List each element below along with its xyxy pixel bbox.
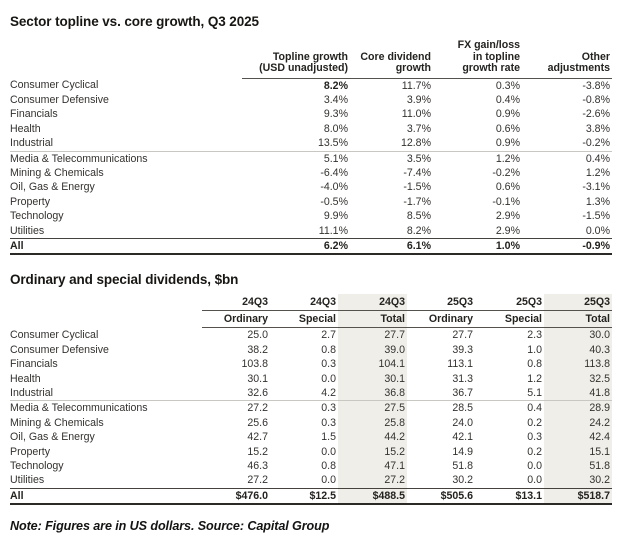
value-cell: 30.0 — [544, 328, 612, 343]
value-cell: 0.3 — [321, 358, 336, 371]
value-cell: 0.0% — [522, 224, 612, 239]
value-cell: 27.2 — [202, 473, 270, 488]
table1-title: Sector topline vs. core growth, Q3 2025 — [10, 14, 259, 29]
value-cell: -0.9% — [522, 238, 612, 254]
col-header-other-adjustments: Other adjustments — [522, 33, 612, 78]
value-cell: -1.5% — [403, 181, 431, 194]
value-cell: 8.2% — [323, 79, 348, 92]
sector-label: Media & Telecommunications — [10, 152, 148, 165]
value-cell: 1.2 — [527, 372, 542, 385]
value-cell: 0.0 — [270, 473, 338, 488]
value-cell: $518.7 — [544, 488, 612, 504]
value-cell: -1.5% — [582, 210, 610, 223]
table-row — [10, 459, 612, 473]
value-cell: -0.2% — [522, 136, 612, 151]
table-row — [10, 357, 612, 371]
value-cell: 36.8 — [338, 386, 407, 401]
table-row — [10, 473, 612, 488]
value-cell: 113.8 — [544, 357, 612, 371]
value-cell: 0.3 — [527, 431, 542, 444]
value-cell: 27.7 — [338, 328, 407, 343]
value-cell: 0.4% — [495, 93, 520, 106]
value-cell: 27.2 — [338, 473, 407, 488]
table-row — [10, 224, 612, 239]
table-row — [10, 195, 612, 209]
value-cell: 0.6% — [495, 181, 520, 194]
dividends-section — [10, 272, 622, 505]
table-row — [10, 445, 612, 459]
value-cell: 41.8 — [544, 386, 612, 401]
value-cell: 3.8% — [585, 122, 610, 135]
value-cell: 42.1 — [452, 431, 473, 444]
sector-label: Health — [10, 122, 41, 135]
value-cell: 0.0 — [321, 372, 336, 385]
value-cell: 6.1% — [350, 238, 433, 254]
value-cell: 9.3% — [323, 108, 348, 121]
table-row — [10, 122, 612, 136]
value-cell: 11.1% — [242, 224, 350, 239]
value-cell: 1.2% — [585, 166, 610, 179]
value-cell: 44.2 — [338, 430, 407, 444]
value-cell: 24.2 — [544, 416, 612, 430]
value-cell: 27.7 — [452, 329, 473, 342]
value-cell: 13.5% — [242, 136, 350, 151]
value-cell: -4.0% — [320, 181, 348, 194]
value-cell: 47.1 — [338, 459, 407, 473]
value-cell: 39.0 — [338, 343, 407, 357]
value-cell: 39.3 — [452, 343, 473, 356]
value-cell: 0.6% — [495, 122, 520, 135]
value-cell: 3.5% — [406, 152, 431, 165]
value-cell: $476.0 — [202, 488, 270, 504]
value-cell: 113.1 — [447, 358, 473, 371]
value-cell: 1.0 — [527, 343, 542, 356]
topline-growth-section — [10, 14, 622, 255]
value-cell: 8.5% — [406, 210, 431, 223]
value-cell: $505.6 — [407, 488, 475, 504]
value-cell: 0.0 — [321, 445, 336, 458]
value-cell: 8.2% — [350, 224, 433, 239]
table-row — [10, 372, 612, 386]
col-subheader-total: Total — [338, 311, 407, 328]
sector-label: Consumer Defensive — [10, 93, 109, 106]
value-cell: 30.2 — [544, 473, 612, 488]
value-cell: 3.4% — [323, 93, 348, 106]
value-cell: 1.5 — [321, 431, 336, 444]
value-cell: 0.3% — [495, 79, 520, 92]
sector-label: Consumer Cyclical — [10, 329, 99, 342]
value-cell: 15.1 — [544, 445, 612, 459]
sector-label: Utilities — [10, 473, 202, 488]
value-cell: 24.0 — [452, 416, 473, 429]
value-cell: 30.1 — [247, 372, 268, 385]
value-cell: 0.0 — [527, 460, 542, 473]
value-cell: $488.5 — [338, 488, 407, 504]
sector-label: All — [10, 238, 242, 254]
value-cell: 8.0% — [323, 122, 348, 135]
sector-label: Consumer Defensive — [10, 343, 109, 356]
value-cell: -3.8% — [582, 79, 610, 92]
value-cell: 3.9% — [406, 93, 431, 106]
col-header-topline-growth: Topline growth (USD unadjusted) — [242, 33, 350, 78]
value-cell: 36.7 — [407, 386, 475, 401]
sector-label: Financials — [10, 108, 58, 121]
value-cell: 28.5 — [452, 402, 473, 415]
value-cell: 1.0% — [433, 238, 522, 254]
col-header-24q3-ordinary: 24Q3 — [202, 294, 270, 311]
value-cell: 46.3 — [247, 460, 268, 473]
col-header-24q3-total: 24Q3 — [338, 294, 407, 311]
table-row — [10, 328, 612, 343]
value-cell: 2.9% — [495, 210, 520, 223]
value-cell: 27.2 — [247, 402, 268, 415]
sector-label: Oil, Gas & Energy — [10, 181, 95, 194]
table2-title: Ordinary and special dividends, $bn — [10, 272, 239, 288]
sector-label: Technology — [10, 460, 64, 473]
value-cell: -0.2% — [492, 166, 520, 179]
footnote: Note: Figures are in US dollars. Source: Capital Group — [10, 519, 330, 534]
value-cell: 0.9% — [433, 136, 522, 151]
table-row — [10, 343, 612, 357]
table-row — [10, 136, 612, 151]
value-cell: 28.9 — [544, 401, 612, 416]
sector-label: Mining & Chemicals — [10, 166, 104, 179]
table-row — [10, 430, 612, 444]
value-cell: -0.8% — [582, 93, 610, 106]
table-row — [10, 386, 612, 401]
sector-label: Property — [10, 195, 51, 208]
col-header-25q3-total: 25Q3 — [544, 294, 612, 311]
value-cell: 6.2% — [242, 238, 350, 254]
table-row — [10, 209, 612, 223]
value-cell: 0.3 — [321, 402, 336, 415]
sector-label: Oil, Gas & Energy — [10, 431, 95, 444]
sector-label: Consumer Cyclical — [10, 79, 99, 92]
value-cell: 0.8 — [321, 343, 336, 356]
value-cell: 51.8 — [452, 460, 473, 473]
sector-label: All — [10, 488, 202, 504]
value-cell: -0.5% — [320, 195, 348, 208]
sector-label: Property — [10, 445, 51, 458]
sector-label: Media & Telecommunications — [10, 402, 148, 415]
col-subheader-ordinary: Ordinary — [407, 311, 475, 328]
sector-label: Utilities — [10, 224, 242, 239]
col-header-fx-gain-loss: FX gain/loss in topline growth rate — [433, 33, 522, 78]
value-cell: 0.2 — [527, 445, 542, 458]
col-header-25q3-ordinary: 25Q3 — [407, 294, 475, 311]
value-cell: 5.1% — [323, 152, 348, 165]
value-cell: -0.1% — [492, 195, 520, 208]
value-cell: 1.2% — [495, 152, 520, 165]
value-cell: 25.8 — [338, 416, 407, 430]
value-cell: 5.1 — [475, 386, 544, 401]
table-row — [10, 416, 612, 430]
value-cell: 0.3 — [321, 416, 336, 429]
value-cell: 2.9% — [433, 224, 522, 239]
sector-label: Technology — [10, 210, 64, 223]
value-cell: 0.8 — [321, 460, 336, 473]
value-cell: 12.8% — [350, 136, 433, 151]
value-cell: -6.4% — [320, 166, 348, 179]
value-cell: 1.3% — [585, 195, 610, 208]
value-cell: 25.0 — [247, 329, 268, 342]
sector-label: Financials — [10, 358, 58, 371]
table-row — [10, 107, 612, 121]
value-cell: 0.9% — [495, 108, 520, 121]
value-cell: 11.0% — [401, 108, 431, 121]
value-cell: -2.6% — [582, 108, 610, 121]
value-cell: $12.5 — [270, 488, 338, 504]
table-row — [10, 78, 612, 93]
value-cell: 4.2 — [270, 386, 338, 401]
sector-label: Industrial — [10, 386, 202, 401]
value-cell: 103.8 — [241, 358, 268, 371]
value-cell: 2.7 — [321, 329, 336, 342]
table-row — [10, 151, 612, 166]
table-row — [10, 488, 612, 504]
col-header-25q3-special: 25Q3 — [475, 294, 544, 311]
table-row — [10, 166, 612, 180]
value-cell: 15.2 — [247, 445, 268, 458]
value-cell: 15.2 — [338, 445, 407, 459]
col-subheader-total: Total — [544, 311, 612, 328]
topline-growth-table — [10, 33, 612, 255]
sector-label: Industrial — [10, 136, 242, 151]
value-cell: 9.9% — [323, 210, 348, 223]
value-cell: -1.7% — [403, 195, 431, 208]
sector-label: Mining & Chemicals — [10, 416, 104, 429]
value-cell: -3.1% — [582, 181, 610, 194]
value-cell: 0.0 — [475, 473, 544, 488]
dividends-table — [10, 294, 612, 505]
col-subheader-special: Special — [475, 311, 544, 328]
value-cell: 25.6 — [247, 416, 268, 429]
sector-column-header — [10, 33, 242, 78]
table2-header-quarter-row — [10, 294, 612, 311]
value-cell: 42.7 — [247, 431, 268, 444]
value-cell: 27.5 — [338, 401, 407, 416]
value-cell: -7.4% — [403, 166, 431, 179]
value-cell: 0.2 — [527, 416, 542, 429]
value-cell: 30.1 — [338, 372, 407, 386]
value-cell: 42.4 — [544, 430, 612, 444]
col-header-core-dividend-growth: Core dividend growth — [350, 33, 433, 78]
value-cell: 3.7% — [406, 122, 431, 135]
sector-column-header — [10, 294, 202, 328]
table-row — [10, 93, 612, 107]
table1-header-row — [10, 33, 612, 78]
col-subheader-special: Special — [270, 311, 338, 328]
value-cell: 38.2 — [247, 343, 268, 356]
table-row — [10, 180, 612, 194]
value-cell: 32.6 — [202, 386, 270, 401]
value-cell: 0.4 — [527, 402, 542, 415]
value-cell: 104.1 — [338, 357, 407, 371]
value-cell: 14.9 — [452, 445, 473, 458]
value-cell: 40.3 — [544, 343, 612, 357]
value-cell: 51.8 — [544, 459, 612, 473]
value-cell: 2.3 — [527, 329, 542, 342]
value-cell: 11.7% — [401, 79, 431, 92]
value-cell: 0.4% — [585, 152, 610, 165]
col-header-24q3-special: 24Q3 — [270, 294, 338, 311]
col-subheader-ordinary: Ordinary — [202, 311, 270, 328]
value-cell: 32.5 — [544, 372, 612, 386]
table-row — [10, 401, 612, 416]
value-cell: 30.2 — [407, 473, 475, 488]
sector-label: Health — [10, 372, 41, 385]
value-cell: $13.1 — [475, 488, 544, 504]
value-cell: 0.8 — [527, 358, 542, 371]
table-row — [10, 238, 612, 254]
value-cell: 31.3 — [452, 372, 473, 385]
